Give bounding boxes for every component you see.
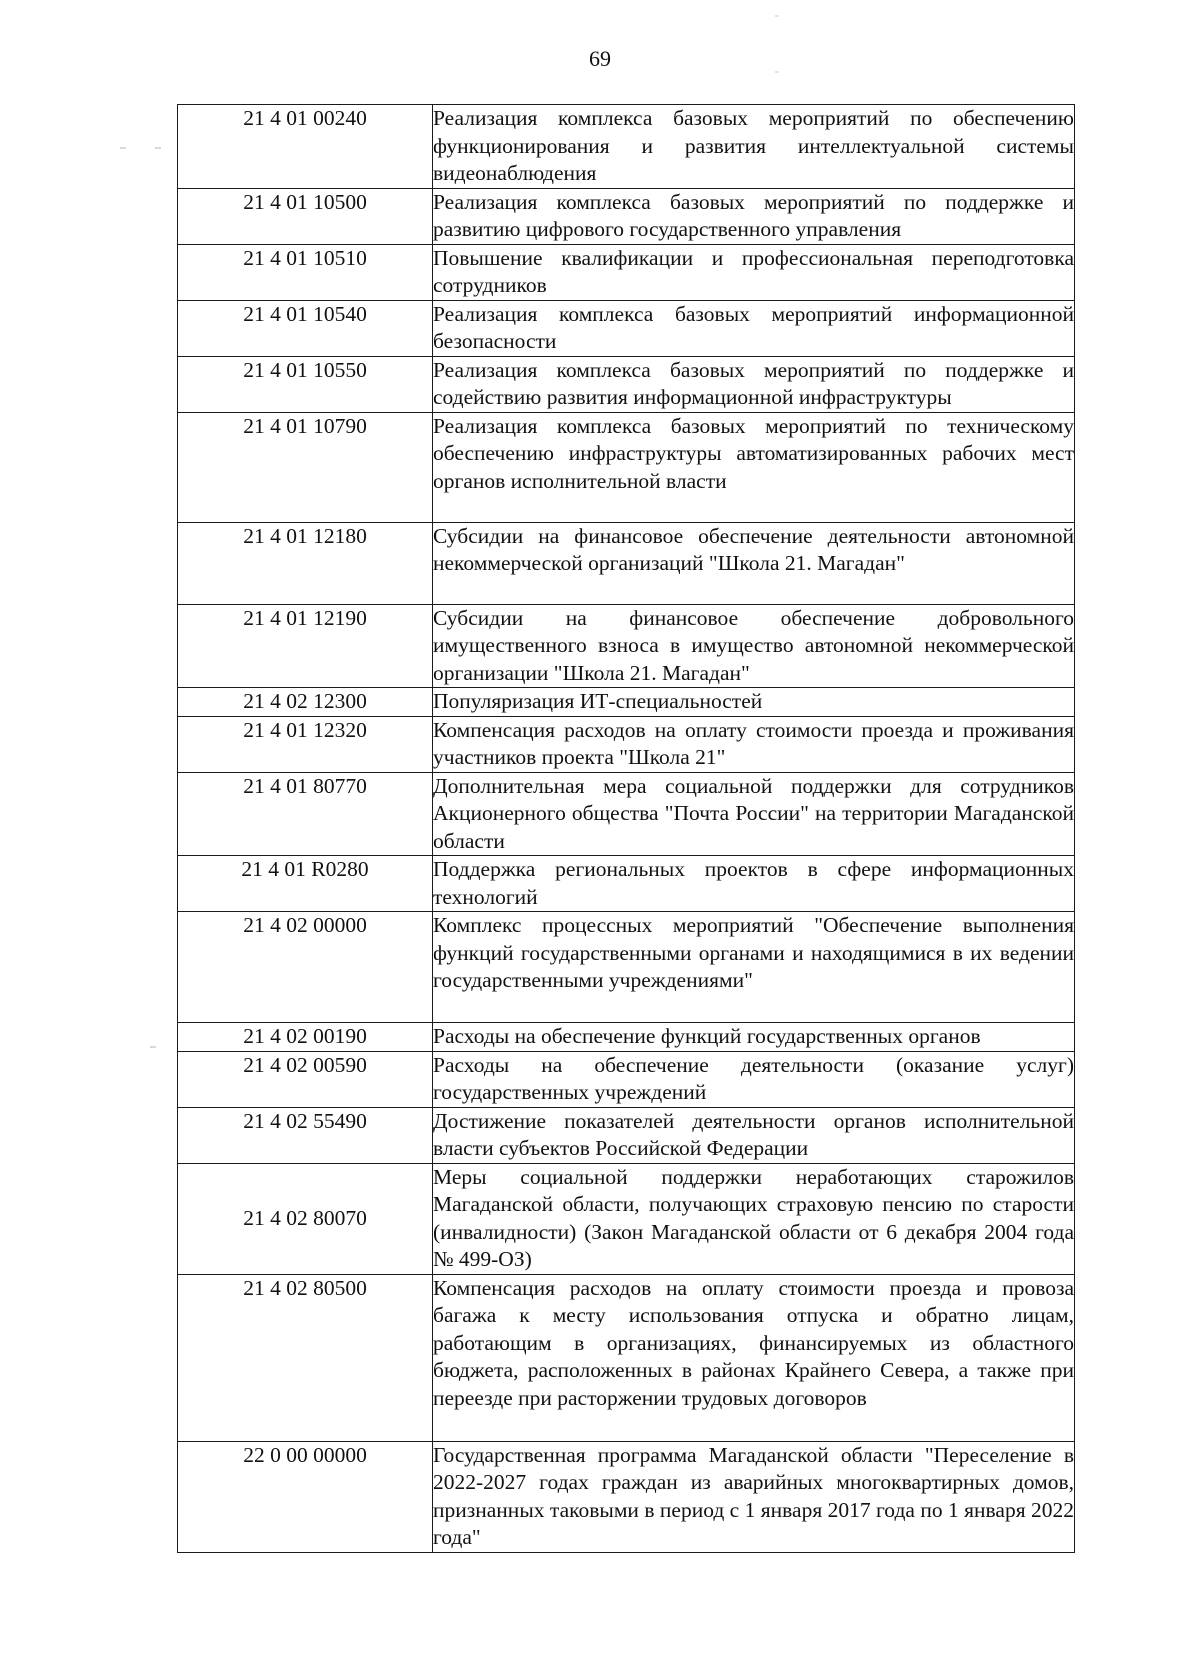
description-cell: Субсидии на финансовое обеспечение добровольного имущественного взноса в имущество автономной некоммерческой организации "Школа 21. Магадан" [433, 604, 1075, 688]
description-cell: Реализация комплекса базовых мероприятий по техническому обеспечению инфраструктуры автоматизированных рабочих мест органов исполнительной власти [433, 412, 1075, 522]
description-cell: Меры социальной поддержки неработающих старожилов Магаданской области, получающих страховую пенсию по старости (инвалидности) (Закон Магаданской области от 6 декабря 2004 года № 499-ОЗ) [433, 1163, 1075, 1274]
code-cell: 21 4 01 80770 [178, 772, 433, 856]
code-cell: 21 4 02 12300 [178, 688, 433, 717]
code-cell: 21 4 01 10500 [178, 188, 433, 244]
code-cell: 21 4 01 00240 [178, 105, 433, 189]
table-row [178, 772, 1075, 856]
description-cell: Дополнительная мера социальной поддержки для сотрудников Акционерного общества "Почта России" на территории Магаданской области [433, 772, 1075, 856]
code-cell: 21 4 02 80070 [178, 1163, 433, 1274]
code-cell: 22 0 00 00000 [178, 1441, 433, 1552]
table-row [178, 856, 1075, 912]
code-cell: 21 4 02 00590 [178, 1051, 433, 1107]
code-cell: 21 4 01 12180 [178, 522, 433, 604]
table-row [178, 412, 1075, 522]
code-cell: 21 4 01 10540 [178, 300, 433, 356]
table-row [178, 716, 1075, 772]
code-cell: 21 4 01 10510 [178, 244, 433, 300]
description-cell: Субсидии на финансовое обеспечение деятельности автономной некоммерческой организаций "Школа 21. Магадан" [433, 522, 1075, 604]
description-cell: Расходы на обеспечение деятельности (оказание услуг) государственных учреждений [433, 1051, 1075, 1107]
description-cell: Достижение показателей деятельности органов исполнительной власти субъектов Российской Федерации [433, 1107, 1075, 1163]
code-cell: 21 4 02 80500 [178, 1274, 433, 1441]
table-row [178, 1107, 1075, 1163]
code-cell: 21 4 01 R0280 [178, 856, 433, 912]
table-row [178, 1051, 1075, 1107]
description-cell: Повышение квалификации и профессиональная переподготовка сотрудников [433, 244, 1075, 300]
table-row [178, 244, 1075, 300]
table-row [178, 1163, 1075, 1274]
description-cell: Реализация комплекса базовых мероприятий по поддержке и содействию развития информационной инфраструктуры [433, 356, 1075, 412]
description-cell: Компенсация расходов на оплату стоимости проезда и провоза багажа к месту использования отпуска и обратно лицам, работающим в организациях, финансируемых из областного бюджета, расположенных в районах Крайнего Севера, а также при переезде при расторжении трудовых договоров [433, 1274, 1075, 1441]
table-row [178, 1023, 1075, 1052]
description-cell: Государственная программа Магаданской области "Переселение в 2022-2027 годах граждан из аварийных многоквартирных домов, признанных таковыми в период с 1 января 2017 года по 1 января 2022 года" [433, 1441, 1075, 1552]
table-row [178, 604, 1075, 688]
page-number: 69 [589, 46, 611, 71]
table-row [178, 356, 1075, 412]
table-row [178, 188, 1075, 244]
table-row [178, 522, 1075, 604]
description-cell: Расходы на обеспечение функций государственных органов [433, 1023, 1075, 1052]
code-cell: 21 4 02 00190 [178, 1023, 433, 1052]
description-cell: Реализация комплекса базовых мероприятий информационной безопасности [433, 300, 1075, 356]
code-cell: 21 4 02 55490 [178, 1107, 433, 1163]
code-cell: 21 4 01 12320 [178, 716, 433, 772]
table-row [178, 1441, 1075, 1552]
description-cell: Реализация комплекса базовых мероприятий по поддержке и развитию цифрового государственного управления [433, 188, 1075, 244]
table-row [178, 688, 1075, 717]
code-cell: 21 4 01 10790 [178, 412, 433, 522]
table-row [178, 912, 1075, 1023]
description-cell: Реализация комплекса базовых мероприятий по обеспечению функционирования и развития интеллектуальной системы видеонаблюдения [433, 105, 1075, 189]
code-cell: 21 4 02 00000 [178, 912, 433, 1023]
code-cell: 21 4 01 10550 [178, 356, 433, 412]
table-row [178, 1274, 1075, 1441]
code-cell: 21 4 01 12190 [178, 604, 433, 688]
table-row [178, 105, 1075, 189]
description-cell: Поддержка региональных проектов в сфере информационных технологий [433, 856, 1075, 912]
description-cell: Комплекс процессных мероприятий "Обеспечение выполнения функций государственными органами и находящимися в их ведении государственными учреждениями" [433, 912, 1075, 1023]
table-row [178, 300, 1075, 356]
description-cell: Компенсация расходов на оплату стоимости проезда и проживания участников проекта "Школа 21" [433, 716, 1075, 772]
description-cell: Популяризация ИТ-специальностей [433, 688, 1075, 717]
classification-table [177, 104, 1075, 1553]
